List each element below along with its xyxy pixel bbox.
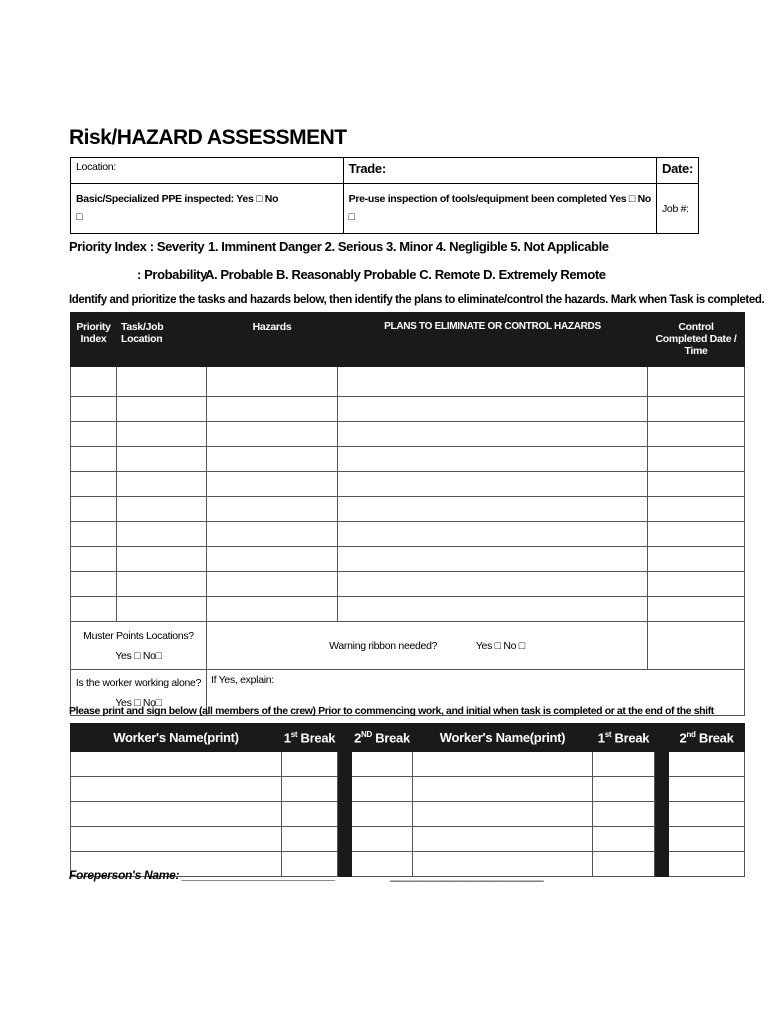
sign-cell[interactable] bbox=[593, 802, 655, 827]
warning-ribbon-label: Warning ribbon needed? bbox=[329, 639, 438, 652]
hazard-cell[interactable] bbox=[338, 497, 648, 522]
first-break-word: Break bbox=[297, 730, 336, 746]
page-title: Risk/HAZARD ASSESSMENT bbox=[69, 126, 347, 149]
hazard-cell[interactable] bbox=[338, 572, 648, 597]
sign-gap bbox=[338, 752, 352, 777]
col-control-completed: Control Completed Date / Time bbox=[648, 313, 745, 367]
first-break-num: 1 bbox=[283, 730, 291, 746]
date-label: Date: bbox=[661, 161, 693, 176]
sign-cell[interactable] bbox=[669, 852, 745, 877]
hazard-cell[interactable] bbox=[338, 367, 648, 397]
hazard-cell[interactable] bbox=[117, 397, 207, 422]
hazard-cell[interactable] bbox=[71, 597, 117, 622]
muster-yes-no[interactable]: Yes □ No□ bbox=[115, 649, 162, 662]
hazard-cell[interactable] bbox=[207, 547, 338, 572]
sign-cell[interactable] bbox=[71, 802, 282, 827]
hazard-cell[interactable] bbox=[338, 522, 648, 547]
second-break-word: Break bbox=[695, 730, 734, 746]
priority-probability-items: A. Probable B. Reasonably Probable C. Remote D. Extremely Remote bbox=[205, 267, 606, 282]
hazard-cell[interactable] bbox=[71, 547, 117, 572]
sign-cell[interactable] bbox=[352, 777, 413, 802]
sign-gap bbox=[655, 852, 669, 877]
job-label: Job #: bbox=[661, 202, 689, 215]
col-plans: PLANS TO ELIMINATE OR CONTROL HAZARDS bbox=[338, 313, 648, 367]
hazard-cell[interactable] bbox=[207, 497, 338, 522]
hazard-cell[interactable] bbox=[117, 472, 207, 497]
location-field[interactable] bbox=[71, 158, 344, 184]
sign-cell[interactable] bbox=[593, 752, 655, 777]
sign-cell[interactable] bbox=[593, 852, 655, 877]
hazard-cell[interactable] bbox=[338, 597, 648, 622]
muster-points-label: Muster Points Locations? bbox=[83, 629, 194, 642]
col-worker-name-left: Worker's Name(print) bbox=[71, 724, 282, 752]
sign-cell[interactable] bbox=[282, 752, 338, 777]
hazard-cell[interactable] bbox=[648, 547, 745, 572]
sign-cell[interactable] bbox=[593, 827, 655, 852]
first-break-sup: st bbox=[604, 729, 612, 739]
hazard-cell[interactable] bbox=[117, 447, 207, 472]
col-first-break-left bbox=[282, 724, 338, 752]
working-alone-label: Is the worker working alone? bbox=[75, 676, 202, 689]
col-task-location: Task/Job Location bbox=[117, 313, 207, 367]
sign-cell[interactable] bbox=[71, 777, 282, 802]
hazard-cell[interactable] bbox=[207, 522, 338, 547]
sign-gap bbox=[655, 827, 669, 852]
sign-gap bbox=[655, 777, 669, 802]
hazard-cell[interactable] bbox=[648, 472, 745, 497]
hazard-cell[interactable] bbox=[71, 572, 117, 597]
col-worker-name-right: Worker's Name(print) bbox=[413, 724, 593, 752]
sign-gap bbox=[338, 802, 352, 827]
hazard-cell[interactable] bbox=[207, 447, 338, 472]
sign-cell[interactable] bbox=[282, 777, 338, 802]
hazard-cell[interactable] bbox=[207, 422, 338, 447]
sign-cell[interactable] bbox=[352, 827, 413, 852]
hazard-cell[interactable] bbox=[338, 397, 648, 422]
hazard-cell[interactable] bbox=[207, 367, 338, 397]
hazard-cell[interactable] bbox=[648, 422, 745, 447]
hazard-cell[interactable] bbox=[338, 422, 648, 447]
first-break-num: 1 bbox=[597, 730, 605, 746]
sign-cell[interactable] bbox=[352, 752, 413, 777]
ppe-field[interactable] bbox=[71, 184, 344, 234]
hazard-cell[interactable] bbox=[117, 497, 207, 522]
sign-cell[interactable] bbox=[413, 827, 593, 852]
preuse-field[interactable] bbox=[343, 184, 656, 234]
hazard-cell[interactable] bbox=[117, 547, 207, 572]
col-gap-right bbox=[655, 724, 669, 752]
sign-cell[interactable] bbox=[669, 752, 745, 777]
hazard-cell[interactable] bbox=[338, 547, 648, 572]
sign-gap bbox=[655, 752, 669, 777]
second-break-word: Break bbox=[371, 730, 410, 746]
hazard-cell[interactable] bbox=[338, 447, 648, 472]
hazard-cell[interactable] bbox=[71, 422, 117, 447]
second-break-num: 2 bbox=[679, 730, 687, 746]
second-break-num: 2 bbox=[354, 730, 361, 746]
priority-severity-items: 1. Imminent Danger 2. Serious 3. Minor 4. Negligible 5. Not Applicable bbox=[208, 239, 609, 254]
sign-cell[interactable] bbox=[282, 802, 338, 827]
hazard-cell[interactable] bbox=[71, 522, 117, 547]
hazard-cell[interactable] bbox=[648, 447, 745, 472]
date-field[interactable] bbox=[656, 158, 698, 184]
sign-instruction: Please print and sign below (all members of the crew) Prior to commencing work, and initial when task is completed or at the end of the shift bbox=[69, 705, 714, 717]
sign-cell[interactable] bbox=[71, 752, 282, 777]
hazard-cell[interactable] bbox=[117, 422, 207, 447]
sign-gap bbox=[338, 827, 352, 852]
warning-ribbon-yes-no[interactable]: Yes □ No □ bbox=[475, 639, 525, 652]
preuse-label: Pre-use inspection of tools/equipment been completed Yes □ No bbox=[348, 193, 651, 205]
sign-cell[interactable] bbox=[413, 802, 593, 827]
ppe-label: Basic/Specialized PPE inspected: Yes □ No bbox=[76, 193, 279, 205]
hazard-cell[interactable] bbox=[338, 472, 648, 497]
working-alone-yes-no[interactable]: Yes □ No□ bbox=[115, 696, 162, 709]
first-break-word: Break bbox=[611, 730, 650, 746]
hazard-cell[interactable] bbox=[117, 367, 207, 397]
col-second-break-left bbox=[352, 724, 413, 752]
header-table bbox=[70, 157, 699, 234]
trade-label: Trade: bbox=[348, 161, 386, 176]
hazard-cell[interactable] bbox=[648, 597, 745, 622]
hazard-cell[interactable] bbox=[117, 522, 207, 547]
muster-points-cell[interactable] bbox=[71, 622, 207, 670]
sign-gap bbox=[338, 777, 352, 802]
sign-cell[interactable] bbox=[593, 777, 655, 802]
second-break-sup: ND bbox=[361, 729, 372, 739]
hazard-cell[interactable] bbox=[71, 447, 117, 472]
col-first-break-right bbox=[593, 724, 655, 752]
sign-cell[interactable] bbox=[282, 827, 338, 852]
col-second-break-right bbox=[669, 724, 745, 752]
hazard-table bbox=[70, 312, 745, 716]
sign-cell[interactable] bbox=[352, 802, 413, 827]
sign-cell[interactable] bbox=[669, 802, 745, 827]
hazard-cell[interactable] bbox=[71, 472, 117, 497]
foreperson-name[interactable]: Foreperson's Name: ________________________ bbox=[69, 868, 336, 882]
hazard-cell[interactable] bbox=[207, 597, 338, 622]
hazard-cell[interactable] bbox=[207, 397, 338, 422]
sign-cell[interactable] bbox=[413, 777, 593, 802]
priority-severity-label: Priority Index : Severity bbox=[69, 239, 205, 254]
col-gap-left bbox=[338, 724, 352, 752]
hazard-cell[interactable] bbox=[648, 572, 745, 597]
col-priority-index: Priority Index bbox=[71, 313, 117, 367]
foreperson-signature-line[interactable]: _______________________ bbox=[390, 868, 544, 882]
col-hazards: Hazards bbox=[207, 313, 338, 367]
signature-table bbox=[70, 723, 745, 877]
warning-ribbon-cell[interactable] bbox=[207, 622, 648, 670]
hazard-cell[interactable] bbox=[648, 397, 745, 422]
sign-cell[interactable] bbox=[669, 777, 745, 802]
explain-label: If Yes, explain: bbox=[211, 674, 274, 686]
sign-gap bbox=[655, 802, 669, 827]
hazard-cell[interactable] bbox=[648, 622, 745, 670]
trade-field[interactable] bbox=[343, 158, 656, 184]
hazard-cell[interactable] bbox=[71, 497, 117, 522]
ppe-no-checkbox[interactable]: □ bbox=[76, 211, 83, 223]
hazard-cell[interactable] bbox=[207, 572, 338, 597]
hazard-cell[interactable] bbox=[117, 597, 207, 622]
hazard-cell[interactable] bbox=[648, 497, 745, 522]
hazard-cell[interactable] bbox=[71, 367, 117, 397]
preuse-no-checkbox[interactable]: □ bbox=[348, 211, 355, 223]
instruction-text: Identify and prioritize the tasks and hazards below, then identify the plans to eliminate/control the hazards. Mark when Task is completed. bbox=[69, 294, 765, 306]
sign-gap bbox=[338, 852, 352, 877]
hazard-cell[interactable] bbox=[71, 397, 117, 422]
second-break-sup: nd bbox=[686, 729, 696, 739]
first-break-sup: st bbox=[290, 729, 298, 739]
sign-cell[interactable] bbox=[413, 752, 593, 777]
sign-cell[interactable] bbox=[669, 827, 745, 852]
hazard-cell[interactable] bbox=[117, 572, 207, 597]
hazard-cell[interactable] bbox=[207, 472, 338, 497]
location-label: Location: bbox=[76, 161, 116, 173]
job-number-field[interactable] bbox=[656, 184, 698, 234]
priority-probability-label: : Probability bbox=[137, 267, 207, 282]
sign-cell[interactable] bbox=[71, 827, 282, 852]
hazard-cell[interactable] bbox=[648, 367, 745, 397]
hazard-cell[interactable] bbox=[648, 522, 745, 547]
